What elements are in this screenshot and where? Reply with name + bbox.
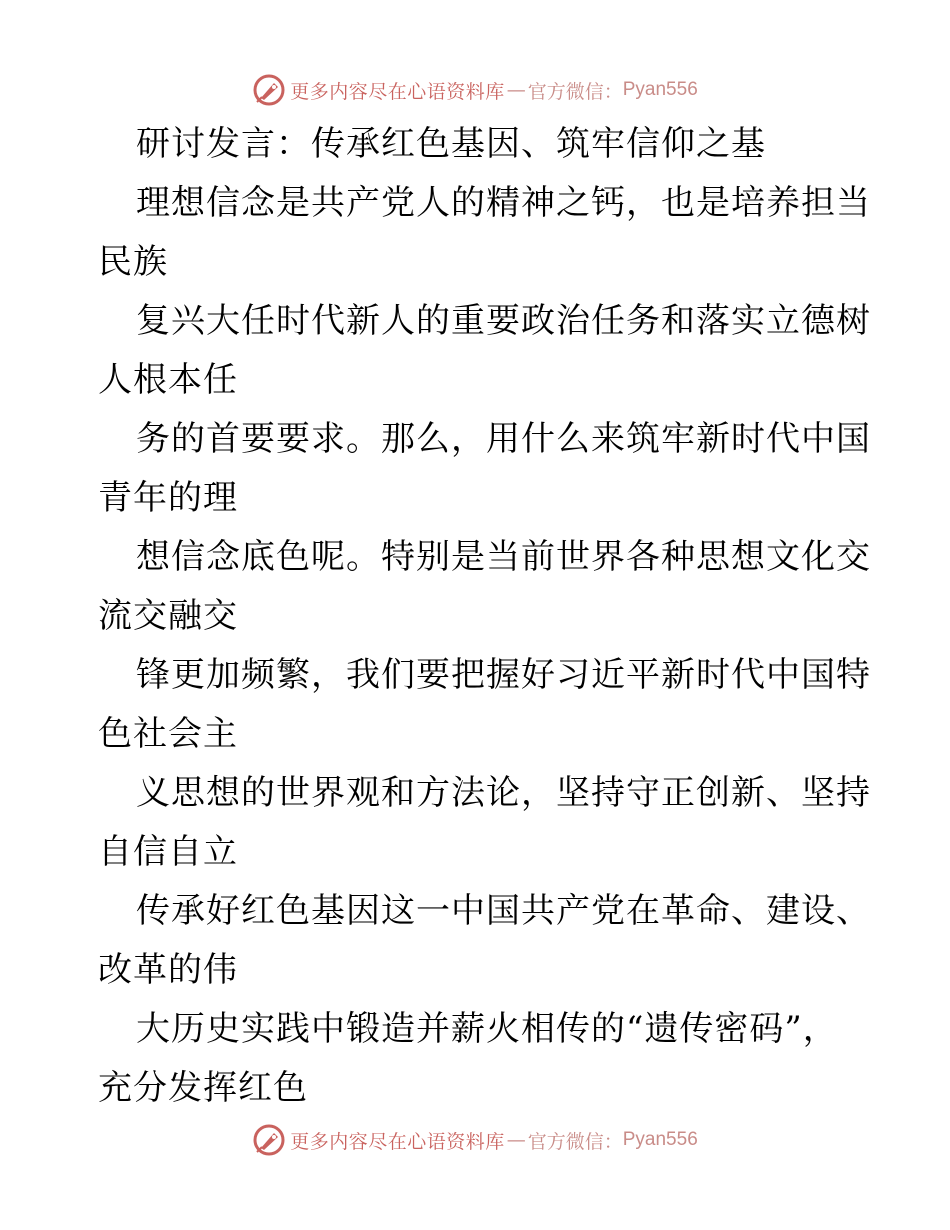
paragraph-line: 义思想的世界观和方法论，坚持守正创新、坚持 (136, 773, 871, 813)
watermark-text: 更多内容尽在心语资料库 (290, 80, 505, 103)
watermark-wechat-label: 官方微信： (527, 1130, 623, 1153)
paragraph-line: 色社会主 (98, 714, 238, 754)
paragraph-line: 改革的伟 (98, 950, 238, 990)
watermark-text: 更多内容尽在心语资料库 (290, 1130, 505, 1153)
paragraph-line: 人根本任 (98, 360, 238, 400)
paragraph-line: 务的首要要求。那么，用什么来筑牢新时代中国 (136, 419, 871, 459)
paragraph-line: 大历史实践中锻造并薪火相传的“遗传密码”， (136, 1009, 838, 1049)
watermark-wechat-id: Pyan556 (622, 1129, 698, 1150)
paragraph-line: 复兴大任时代新人的重要政治任务和落实立德树 (136, 301, 871, 341)
watermark-wechat-id: Pyan556 (622, 79, 698, 100)
footer-watermark (0, 1122, 950, 1158)
paragraph-line: 青年的理 (98, 478, 238, 518)
watermark-wechat-label: 官方微信： (527, 80, 623, 103)
pen-nib-logo-icon (252, 1123, 286, 1157)
paragraph-line: 流交融交 (98, 596, 238, 636)
paragraph-line: 理想信念是共产党人的精神之钙，也是培养担当 (136, 183, 871, 223)
paragraph-line: 想信念底色呢。特别是当前世界各种思想文化交 (136, 537, 871, 577)
watermark-dash: — (506, 1129, 526, 1151)
paragraph-line: 传承好红色基因这一中国共产党在革命、建设、 (136, 891, 871, 931)
watermark-dash: — (506, 79, 526, 101)
pen-nib-logo-icon (252, 73, 286, 107)
paragraph-line: 锋更加频繁，我们要把握好习近平新时代中国特 (136, 655, 871, 695)
paragraph-line: 充分发挥红色 (98, 1068, 308, 1108)
document-title: 研讨发言：传承红色基因、筑牢信仰之基 (136, 124, 766, 164)
header-watermark (0, 72, 950, 108)
paragraph-line: 自信自立 (98, 832, 238, 872)
paragraph-line: 民族 (98, 242, 168, 282)
